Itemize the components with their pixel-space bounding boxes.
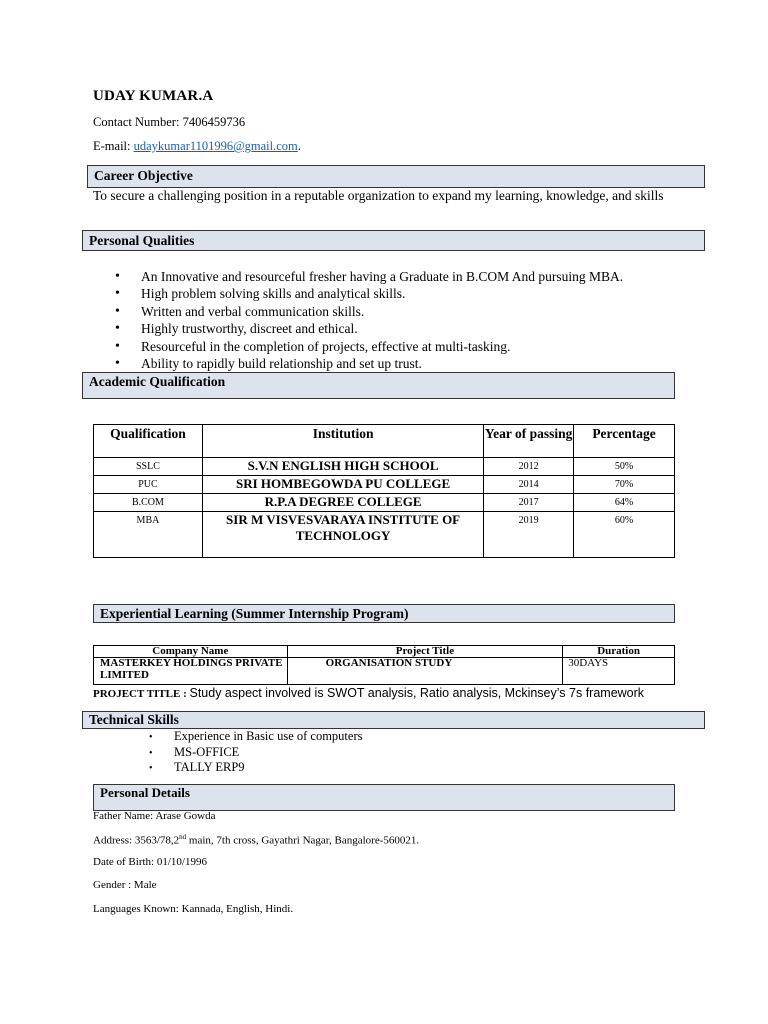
father-name: Father Name: Arase Gowda bbox=[93, 810, 216, 822]
contact-label: Contact Number: bbox=[93, 115, 183, 129]
academic-table bbox=[93, 424, 675, 558]
list-item: • MS-OFFICE bbox=[146, 745, 546, 761]
company-cell: MASTERKEY HOLDINGS PRIVATE LIMITED bbox=[94, 658, 288, 685]
column-header: Year of passing bbox=[484, 425, 574, 458]
address-pre: Address: 3563/78,2 bbox=[93, 834, 180, 847]
institution-cell: SRI HOMBEGOWDA PU COLLEGE bbox=[202, 476, 483, 494]
email-label: E-mail: bbox=[93, 139, 134, 153]
project-title-label: PROJECT TITLE : bbox=[93, 688, 190, 700]
duration-cell: 30DAYS bbox=[563, 658, 675, 685]
year-cell: 2017 bbox=[484, 494, 574, 512]
year-cell: 2019 bbox=[484, 512, 574, 558]
email-suffix: . bbox=[297, 139, 301, 153]
column-header: Company Name bbox=[94, 646, 288, 658]
institution-cell: S.V.N ENGLISH HIGH SCHOOL bbox=[202, 458, 483, 476]
personal-details-heading: Personal Details bbox=[93, 784, 675, 811]
percentage-cell: 60% bbox=[574, 512, 675, 558]
percentage-cell: 70% bbox=[574, 476, 675, 494]
technical-skills-list bbox=[146, 729, 546, 776]
date-of-birth: Date of Birth: 01/10/1996 bbox=[93, 856, 207, 868]
table-row bbox=[94, 458, 675, 476]
list-item: • Written and verbal communication skills. bbox=[113, 303, 693, 320]
list-item: • Highly trustworthy, discreet and ethical. bbox=[113, 320, 693, 337]
career-objective-text: To secure a challenging position in a reputable organization to expand my learning, knowledge, and skills bbox=[93, 188, 664, 203]
internship-table bbox=[93, 645, 675, 685]
table-row bbox=[94, 512, 675, 558]
list-item: • Experience in Basic use of computers bbox=[146, 729, 546, 745]
address-sup: nd bbox=[179, 833, 187, 841]
table-row bbox=[94, 494, 675, 512]
career-objective-heading: Career Objective bbox=[87, 165, 705, 188]
year-cell: 2014 bbox=[484, 476, 574, 494]
gender: Gender : Male bbox=[93, 879, 157, 891]
list-item: • TALLY ERP9 bbox=[146, 760, 546, 776]
project-title-line bbox=[93, 685, 644, 701]
address bbox=[93, 833, 419, 847]
column-header: Percentage bbox=[574, 425, 675, 458]
candidate-name: UDAY KUMAR.A bbox=[93, 88, 214, 104]
percentage-cell: 50% bbox=[574, 458, 675, 476]
languages-known: Languages Known: Kannada, English, Hindi. bbox=[93, 903, 294, 915]
percentage-cell: 64% bbox=[574, 494, 675, 512]
contact-number: 7406459736 bbox=[182, 115, 246, 129]
address-post: main, 7th cross, Gayathri Nagar, Bangalore-560021. bbox=[186, 834, 420, 847]
personal-qualities-heading: Personal Qualities bbox=[82, 230, 705, 251]
email-link[interactable]: udaykumar1101996@gmail.com bbox=[133, 139, 298, 153]
project-title-text: Study aspect involved is SWOT analysis, Ratio analysis, Mckinsey’s 7s framework bbox=[189, 686, 645, 700]
qualification-cell: PUC bbox=[94, 476, 203, 494]
project-cell: ORGANISATION STUDY bbox=[287, 658, 563, 685]
internship-heading: Experiential Learning (Summer Internship Program) bbox=[93, 604, 675, 623]
table-header-row bbox=[94, 646, 675, 658]
academic-qualification-heading: Academic Qualification bbox=[82, 372, 675, 399]
institution-cell: SIR M VISVESVARAYA INSTITUTE OF TECHNOLOGY bbox=[202, 512, 483, 558]
column-header: Qualification bbox=[94, 425, 203, 458]
qualification-cell: MBA bbox=[94, 512, 203, 558]
institution-cell: R.P.A DEGREE COLLEGE bbox=[202, 494, 483, 512]
table-row bbox=[94, 476, 675, 494]
contact-line bbox=[93, 115, 245, 130]
year-cell: 2012 bbox=[484, 458, 574, 476]
list-item: • High problem solving skills and analytical skills. bbox=[113, 285, 693, 302]
column-header: Duration bbox=[563, 646, 675, 658]
list-item: • Resourceful in the completion of projects, effective at multi-tasking. bbox=[113, 338, 693, 355]
table-header-row bbox=[94, 425, 675, 458]
qualification-cell: B.COM bbox=[94, 494, 203, 512]
column-header: Institution bbox=[202, 425, 483, 458]
table-row bbox=[94, 658, 675, 685]
list-item: • Ability to rapidly build relationship and set up trust. bbox=[113, 355, 693, 372]
qualification-cell: SSLC bbox=[94, 458, 203, 476]
personal-qualities-list bbox=[113, 268, 693, 372]
list-item: • An Innovative and resourceful fresher having a Graduate in B.COM And pursuing MBA. bbox=[113, 268, 693, 285]
email-line bbox=[93, 139, 301, 154]
technical-skills-heading: Technical Skills bbox=[82, 711, 705, 729]
column-header: Project Title bbox=[287, 646, 563, 658]
